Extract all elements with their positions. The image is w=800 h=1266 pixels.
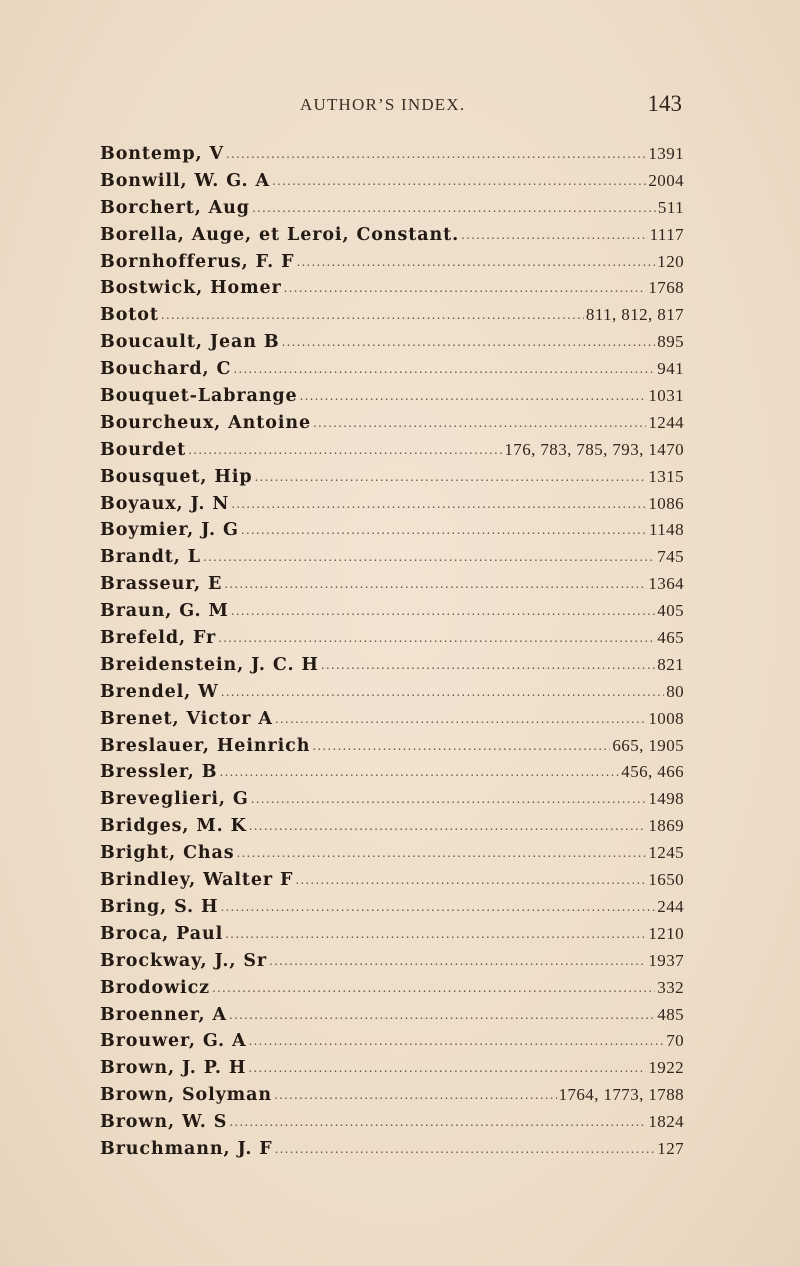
index-entry: [100, 410, 684, 437]
index-entry: [100, 759, 684, 786]
author-name: Botot: [100, 305, 159, 326]
page-references: 120: [657, 251, 684, 271]
index-entry: [100, 1109, 684, 1136]
dot-leader: [229, 1109, 646, 1136]
page-references: 176, 783, 785, 793, 1470: [504, 439, 684, 459]
index-entry: [100, 195, 684, 222]
page-references: 405: [657, 601, 684, 621]
dot-leader: [203, 544, 655, 571]
index-entry: [100, 679, 684, 706]
author-name: Boyaux, J. N: [100, 493, 230, 514]
page-references: 1922: [648, 1058, 684, 1078]
author-name: Breidenstein, J. C. H: [100, 654, 319, 675]
author-name: Bridges, M. K: [100, 816, 247, 837]
page-references: 2004: [648, 170, 684, 190]
author-name: Breslauer, Heinrich: [100, 735, 311, 756]
author-name: Borchert, Aug: [100, 197, 250, 218]
page-number: 143: [647, 91, 682, 116]
author-name: Boucault, Jean B: [100, 332, 280, 353]
index-entry: [100, 1055, 684, 1082]
author-name: Bouquet-Labrange: [100, 386, 298, 407]
index-entry: [100, 598, 684, 625]
page-references: 1031: [648, 386, 684, 406]
index-entry: [100, 652, 684, 679]
dot-leader: [188, 437, 502, 464]
dot-leader: [295, 867, 646, 894]
page-references: 1210: [648, 923, 684, 943]
page-references: 1869: [648, 816, 684, 836]
author-name: Bourdet: [100, 439, 187, 460]
author-name: Brasseur, E: [100, 574, 223, 595]
index-entry: [100, 302, 684, 329]
dot-leader: [272, 168, 646, 195]
author-name: Brown, Solyman: [100, 1085, 272, 1106]
page-references: 127: [657, 1138, 684, 1158]
dot-leader: [312, 733, 610, 760]
page-references: 1498: [648, 789, 684, 809]
dot-leader: [296, 249, 655, 276]
page-references: 80: [666, 681, 684, 701]
author-name: Braun, G. M: [100, 601, 229, 622]
index-entry: [100, 894, 684, 921]
index-entry: [100, 437, 684, 464]
index-entry: [100, 329, 684, 356]
dot-leader: [252, 195, 656, 222]
index-entry: [100, 840, 684, 867]
page-references: 1364: [648, 574, 684, 594]
page-references: 1650: [648, 870, 684, 890]
author-name: Brodowicz: [100, 977, 210, 998]
index-entry: [100, 383, 684, 410]
dot-leader: [274, 1082, 557, 1109]
author-name: Brendel, W: [100, 681, 219, 702]
author-name: Bornhofferus, F. F: [100, 251, 295, 272]
index-entry: [100, 948, 684, 975]
index-entry: [100, 1028, 684, 1055]
index-entry: [100, 222, 684, 249]
dot-leader: [249, 813, 647, 840]
page-references: 1245: [648, 843, 684, 863]
index-entry: [100, 249, 684, 276]
page-references: 1824: [648, 1112, 684, 1132]
author-name: Brown, J. P. H: [100, 1058, 247, 1079]
dot-leader: [275, 706, 646, 733]
page-references: 1391: [648, 144, 684, 163]
index-entry: [100, 141, 684, 168]
page-references: 1117: [649, 224, 684, 244]
index-entry: [100, 517, 684, 544]
page-references: 665, 1905: [612, 735, 684, 755]
index-entry: [100, 1002, 684, 1029]
page-references: 485: [657, 1004, 684, 1024]
page-references: 244: [657, 896, 684, 916]
page-references: 70: [666, 1031, 684, 1051]
dot-leader: [226, 141, 646, 168]
author-name: Bright, Chas: [100, 843, 235, 864]
author-name: Bontemp, V: [100, 144, 224, 164]
dot-leader: [225, 921, 646, 948]
author-name: Bourcheux, Antoine: [100, 412, 312, 433]
page-references: 821: [657, 654, 684, 674]
author-name: Brown, W. S: [100, 1112, 228, 1133]
author-name: Borella, Auge, et Leroi, Constant.: [100, 224, 460, 245]
page-references: 811, 812, 817: [585, 305, 684, 325]
index-entry: [100, 813, 684, 840]
index-entry: [100, 867, 684, 894]
author-name: Bouchard, C: [100, 359, 232, 380]
dot-leader: [248, 1055, 646, 1082]
dot-leader: [218, 625, 655, 652]
dot-leader: [233, 356, 655, 383]
page-header: [100, 93, 684, 123]
author-name: Brandt, L: [100, 547, 201, 568]
dot-leader: [251, 786, 647, 813]
dot-leader: [221, 679, 664, 706]
dot-leader: [461, 222, 648, 249]
dot-leader: [275, 1136, 656, 1163]
dot-leader: [300, 383, 647, 410]
dot-leader: [224, 571, 646, 598]
author-name: Bostwick, Homer: [100, 278, 282, 299]
page-references: 1148: [649, 520, 684, 540]
page-references: 1764, 1773, 1788: [558, 1085, 684, 1105]
author-name: Broenner, A: [100, 1004, 228, 1025]
index-entry: [100, 921, 684, 948]
dot-leader: [321, 652, 655, 679]
index-entry: [100, 275, 684, 302]
dot-leader: [219, 759, 619, 786]
dot-leader: [282, 329, 656, 356]
dot-leader: [313, 410, 646, 437]
author-name: Breveglieri, G: [100, 789, 249, 810]
author-name: Brockway, J., Sr: [100, 950, 268, 971]
author-name: Brefeld, Fr: [100, 628, 217, 649]
page-references: 456, 466: [621, 762, 684, 782]
index-entry: [100, 464, 684, 491]
dot-leader: [161, 302, 584, 329]
index-entry: [100, 356, 684, 383]
page-references: 465: [657, 628, 684, 648]
dot-leader: [212, 975, 655, 1002]
index-entry: [100, 571, 684, 598]
index-entry: [100, 168, 684, 195]
page-references: 745: [657, 547, 684, 567]
dot-leader: [231, 598, 656, 625]
running-title: AUTHOR’S INDEX.: [300, 95, 466, 114]
page-references: 1937: [648, 950, 684, 970]
index-entry: [100, 491, 684, 518]
dot-leader: [255, 464, 647, 491]
author-name: Bressler, B: [100, 762, 218, 783]
index-entry: [100, 625, 684, 652]
index-entry: [100, 544, 684, 571]
page-references: 895: [657, 332, 684, 352]
author-name: Brouwer, G. A: [100, 1031, 247, 1052]
page-references: 1768: [648, 278, 684, 298]
dot-leader: [241, 517, 647, 544]
index-entry: [100, 975, 684, 1002]
page-references: 332: [657, 977, 684, 997]
index-entry: [100, 786, 684, 813]
index-entry: [100, 706, 684, 733]
index-entry: [100, 1136, 684, 1163]
author-index-list: [100, 141, 684, 1163]
author-name: Bousquet, Hip: [100, 466, 253, 487]
author-name: Brindley, Walter F: [100, 870, 294, 891]
author-name: Broca, Paul: [100, 923, 224, 944]
dot-leader: [229, 1002, 655, 1029]
page-references: 511: [657, 197, 684, 217]
author-name: Brenet, Victor A: [100, 708, 273, 729]
dot-leader: [237, 840, 647, 867]
page-references: 1315: [648, 466, 684, 486]
dot-leader: [220, 894, 655, 921]
dot-leader: [269, 948, 646, 975]
dot-leader: [284, 275, 647, 302]
author-name: Bonwill, W. G. A: [100, 170, 270, 191]
page-references: 1244: [648, 412, 684, 432]
author-name: Boymier, J. G: [100, 520, 239, 541]
page-references: 1008: [648, 708, 684, 728]
dot-leader: [231, 491, 646, 518]
dot-leader: [249, 1028, 665, 1055]
page-references: 941: [657, 359, 684, 379]
index-entry: [100, 733, 684, 760]
author-name: Bruchmann, J. F: [100, 1138, 273, 1159]
page-references: 1086: [648, 493, 684, 513]
index-entry: [100, 1082, 684, 1109]
author-name: Bring, S. H: [100, 896, 219, 917]
